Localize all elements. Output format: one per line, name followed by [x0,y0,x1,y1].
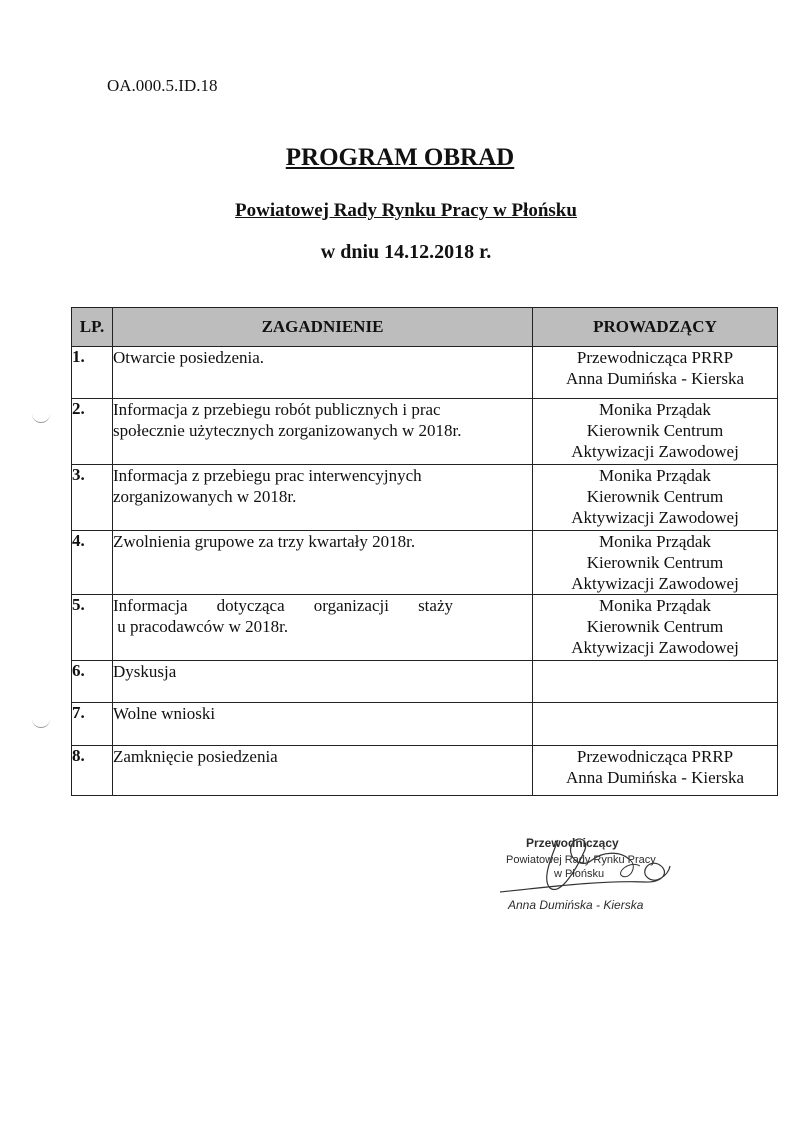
host-line: Anna Dumińska - Kierska [566,768,744,787]
table-row [72,347,778,399]
row-number: 5. [72,595,113,661]
row-number: 1. [72,347,113,399]
host-line: Kierownik Centrum [586,421,724,440]
row-host [533,399,778,465]
host-line: Przewodnicząca PRRP [576,747,734,766]
host-line: Kierownik Centrum [586,487,724,506]
row-number: 6. [72,661,113,703]
header-lp: LP. [72,308,113,347]
table-row [72,595,778,661]
topic-line: Zamknięcie posiedzenia [113,747,278,766]
row-host [533,595,778,661]
row-host [533,703,778,746]
stamp-line-city: w Płońsku [554,868,605,880]
row-number: 3. [72,465,113,531]
host-line: Monika Prządak [599,596,711,615]
host-line: Kierownik Centrum [586,553,724,572]
table-row [72,399,778,465]
table-row [72,661,778,703]
topic-line: Wolne wnioski [113,704,216,723]
table-row [72,531,778,595]
topic-line: zorganizowanych w 2018r. [113,487,297,506]
host-line: Aktywizacji Zawodowej [571,442,739,461]
document-subtitle: Powiatowej Rady Rynku Pracy w Płońsku [235,200,577,221]
header-host: PROWADZĄCY [533,308,778,347]
row-topic [113,746,533,796]
topic-line: Zwolnienia grupowe za trzy kwartały 2018r. [113,532,416,551]
host-line: Monika Prządak [599,532,711,551]
topic-line: Informacja z przebiegu prac interwencyjnych [113,466,422,485]
signature-stamp [480,830,710,920]
host-line: Anna Dumińska - Kierska [566,369,744,388]
document-title: PROGRAM OBRAD [285,144,515,171]
stamp-signatory-name: Anna Dumińska - Kierska [508,898,644,912]
host-line: Monika Prządak [599,466,711,485]
topic-line: społecznie użytecznych zorganizowanych w 2018r. [113,421,462,440]
punch-hole-mark-bottom [32,717,50,728]
row-number: 8. [72,746,113,796]
meeting-date: w dniu 14.12.2018 r. [320,241,492,263]
row-host [533,746,778,796]
row-topic [113,595,533,661]
host-line: Aktywizacji Zawodowej [571,574,739,593]
topic-line: u pracodawców w 2018r. [113,617,289,636]
row-topic [113,399,533,465]
punch-hole-mark-top [32,412,50,423]
row-host [533,531,778,595]
row-topic [113,347,533,399]
topic-line: Dyskusja [113,662,177,681]
table-row [72,465,778,531]
host-line: Monika Prządak [599,400,711,419]
stamp-line-council: Powiatowej Rady Rynku Pracy [506,854,656,866]
host-line: Przewodnicząca PRRP [576,348,734,367]
row-topic [113,661,533,703]
header-topic: ZAGADNIENIE [113,308,533,347]
stamp-line-title: Przewodniczący [526,836,619,850]
row-topic [113,703,533,746]
table-row [72,746,778,796]
topic-line: Informacja dotycząca organizacji staży [113,596,453,615]
topic-line: Informacja z przebiegu robót publicznych i prac [113,400,441,419]
host-line: Aktywizacji Zawodowej [571,638,739,657]
row-host [533,347,778,399]
row-number: 7. [72,703,113,746]
row-number: 2. [72,399,113,465]
row-number: 4. [72,531,113,595]
reference-number: OA.000.5.ID.18 [107,76,218,95]
agenda-table [71,307,778,796]
row-host [533,465,778,531]
table-row [72,703,778,746]
table-header-row [72,308,778,347]
host-line: Aktywizacji Zawodowej [571,508,739,527]
row-topic [113,465,533,531]
host-line: Kierownik Centrum [586,617,724,636]
handwritten-signature-icon [480,830,710,920]
topic-line: Otwarcie posiedzenia. [113,348,265,367]
row-topic [113,531,533,595]
row-host [533,661,778,703]
